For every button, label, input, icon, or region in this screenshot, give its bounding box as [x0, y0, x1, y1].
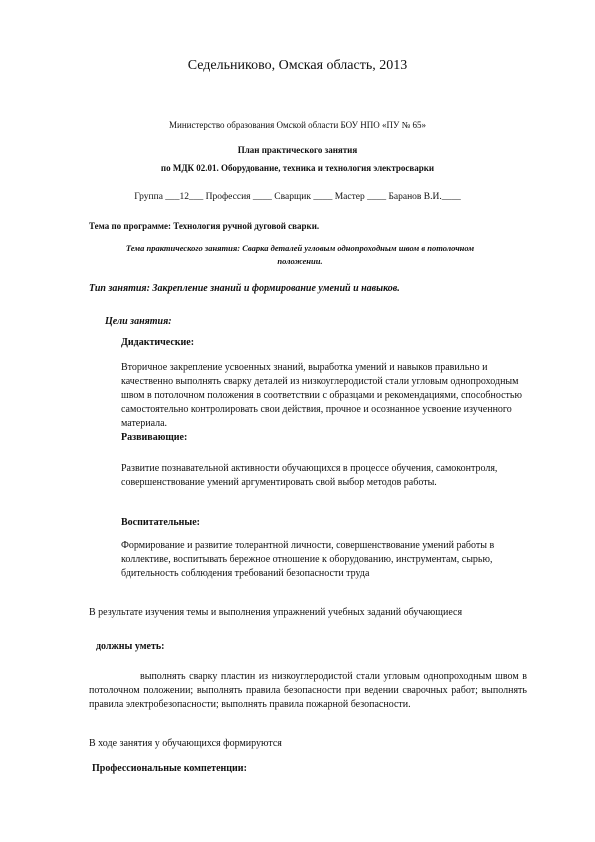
developing-text: [121, 462, 527, 490]
goals-label: Цели занятия:: [105, 316, 172, 327]
plan-title: План практического занятия: [237, 145, 358, 155]
didactic-paragraph: Вторичное закрепление усвоенных знаний, выработка умений и навыков правильно и качественно выполнять сварку деталей из низкоуглеродистой стали угловым однопроходным швом в потолочном положения в соответствии с образцами и рекомендациями, способностью самостоятельно контролировать свои действия, прочное и осознанное усвоение изученного материала.: [121, 362, 522, 429]
ministry-line: Министерство образования Омской области БОУ НПО «ПУ № 65»: [169, 120, 426, 130]
professional-competencies-heading: Профессиональные компетенции:: [92, 763, 247, 774]
must-be-able-heading: должны уметь:: [96, 641, 165, 652]
educational-heading: Воспитательные:: [121, 517, 200, 528]
program-topic: Тема по программе: Технология ручной дуговой сварки.: [89, 221, 320, 231]
plan-subtitle: по МДК 02.01. Оборудование, техника и технология электросварки: [160, 163, 435, 173]
lesson-topic: Тема практического занятия: Сварка деталей угловым однопроходным швом в потолочном положении.: [125, 243, 475, 266]
developing-paragraph: Развитие познавательной активности обучающихся в процессе обучения, самоконтроля, совершенствование умений аргументировать свой выбор методов работы.: [121, 463, 498, 488]
forming-line: В ходе занятия у обучающихся формируются: [89, 738, 282, 749]
skills-text: [89, 670, 527, 712]
educational-paragraph: Формирование и развитие толерантной личности, совершенствование умений работы в коллективе, воспитывать бережное отношение к оборудованию, инструментам, сырью, бдительность соблюдения требований безопасности труда: [121, 540, 495, 579]
lesson-type: Тип занятия: Закрепление знаний и формирование умений и навыков.: [89, 283, 400, 294]
group-line: Группа ___12___ Профессия ____ Сварщик ____ Мастер ____ Баранов В.И.____: [134, 192, 461, 202]
results-intro: В результате изучения темы и выполнения упражнений учебных заданий обучающиеся: [89, 607, 463, 618]
skills-paragraph: выполнять сварку пластин из низкоуглеродистой стали угловым однопроходным швом в потолочном положении; выполнять правила безопасности при ведении сварочных работ; выполнять правила электробезопасности; выполнять правила пожарной безопасности.: [89, 671, 527, 710]
didactic-text: [121, 361, 527, 431]
place-year-heading: Седельниково, Омская область, 2013: [187, 58, 408, 73]
didactic-heading: Дидактические:: [121, 337, 195, 348]
developing-heading: Развивающие:: [121, 432, 188, 443]
educational-text: [121, 539, 527, 581]
